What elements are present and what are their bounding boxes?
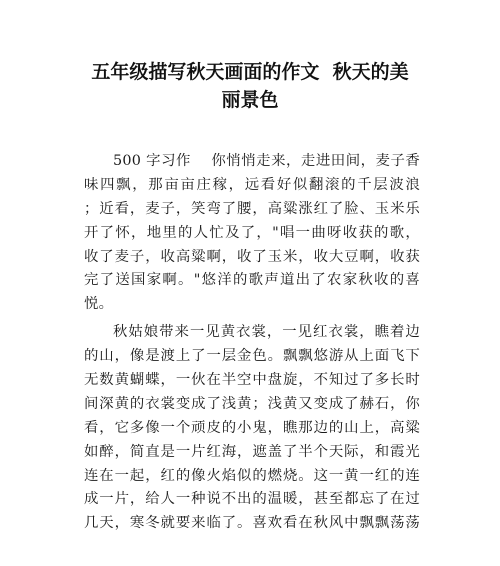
text-line: 成一片，给人一种说不出的温暖，甚至都忘了在过 [84,491,420,508]
text-line: 的山，像是渡上了一层金色。飘飘悠游从上面飞下 [84,348,420,365]
text-line: 秋姑娘带来一见黄衣裳，一见红衣裳，瞧着边 [113,324,420,341]
text-line: ；近看，麦子，笑弯了腰，高粱涨红了脸、玉米乐 [84,200,420,217]
text-line: 如醉，简直是一片红海，遮盖了半个天际，和霞光 [84,443,420,460]
text-line: 味四飘，那亩亩庄稼，远看好似翻滚的千层波浪 [84,176,420,193]
text-line: 完了送国家啊。"悠洋的歌声道出了农家秋收的喜 [84,272,420,289]
paragraph-1 [84,150,420,317]
paragraph-2 [84,321,420,536]
text-line: 收了麦子，收高粱啊，收了玉米，收大豆啊，收获 [84,248,420,265]
text-line: 几天，寒冬就要来临了。喜欢看在秋风中飘飘荡荡 [84,515,420,532]
text-line: 看，它多像一个顽皮的小鬼，瞧那边的山上，高粱 [84,419,420,436]
text-line: 无数黄蝴蝶，一伙在半空中盘旋，不知过了多长时 [84,372,420,389]
text-line: 开了怀，地里的人忙及了，"唱一曲呀收获的歌， [84,224,420,241]
text-line: 间深黄的衣裳变成了浅黄；浅黄又变成了赫石，你 [84,395,420,412]
article-body [84,150,420,536]
text-line: 500 字习作 你悄悄走来，走进田间，麦子香 [113,153,420,169]
title-line-1: 五年级描写秋天画面的作文 秋天的美 [91,61,409,83]
text-line: 悦。 [84,296,114,313]
title-line-2: 丽景色 [221,89,279,111]
text-line: 连在一起，红的像火焰似的燃烧。这一黄一红的连 [84,467,420,484]
document-title [70,58,430,114]
